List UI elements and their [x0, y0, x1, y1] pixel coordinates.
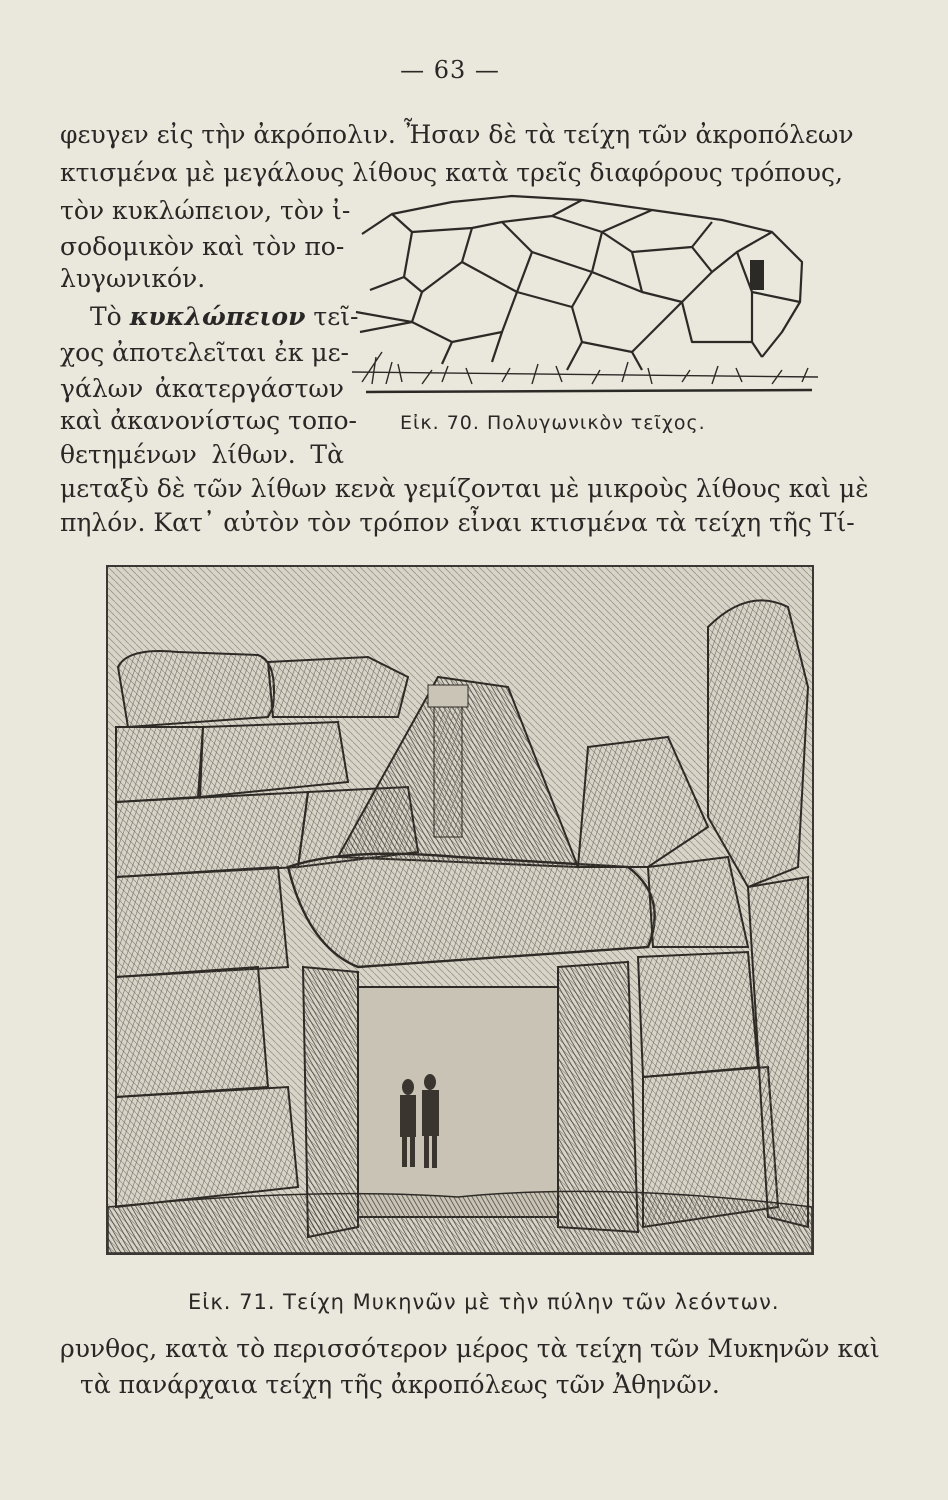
text-line-13: ρυνθος, κατὰ τὸ περισσότερον μέρος τὰ τείχη τῶν Μυκηνῶν καὶ: [60, 1334, 880, 1363]
wall-opening-mark: [750, 260, 764, 290]
text-line-11: μεταξὺ δὲ τῶν λίθων κενὰ γεμίζονται μὲ μικροὺς λίθους καὶ μὲ: [60, 474, 869, 503]
page-number: — 63 —: [400, 56, 500, 84]
text-line-9: καὶ ἀκανονίστως τοπο-: [60, 406, 357, 435]
text-line-14: τὰ πανάρχαια τείχη τῆς ἀκροπόλεως τῶν Ἀθηνῶν.: [80, 1370, 720, 1399]
text-line-7: χος ἀποτελεῖται ἐκ με-: [60, 338, 349, 367]
text-line-12: πηλόν. Κατ᾽ αὐτὸν τὸν τρόπον εἶναι κτισμένα τὰ τείχη τῆς Τί-: [60, 508, 855, 537]
figure-71-caption: Εἰκ. 71. Τείχη Μυκηνῶν μὲ τὴν πύλην τῶν λεόντων.: [188, 1290, 780, 1314]
gate-opening: [358, 987, 558, 1217]
text-line-1: φευγεν εἰς τὴν ἀκρόπολιν. Ἦσαν δὲ τὰ τείχη τῶν ἀκροπόλεων: [60, 120, 854, 149]
text-line-2: κτισμένα μὲ μεγάλους λίθους κατὰ τρεῖς διαφόρους τρόπους,: [60, 158, 843, 187]
text-line-6-end: τεῖ-: [305, 302, 359, 331]
lintel-stone: [288, 854, 655, 967]
text-line-6-start: Τὸ: [90, 302, 130, 331]
text-line-3: τὸν κυκλώπειον, τὸν ἰ-: [60, 196, 351, 225]
figure-70-caption: Εἰκ. 70. Πολυγωνικὸν τεῖχος.: [400, 412, 706, 434]
lion-gate-engraving: [106, 565, 814, 1255]
text-line-8: γάλων ἀκατεργάστων: [60, 374, 344, 403]
engraving-drawing: [108, 567, 812, 1253]
polygonal-wall-illustration: [352, 192, 818, 407]
text-line-4: σοδομικὸν καὶ τὸν πο-: [60, 232, 345, 261]
text-line-6: [60, 302, 359, 332]
text-line-5: λυγωνικόν.: [60, 264, 206, 293]
term-kyklopeion: κυκλώπειον: [129, 302, 306, 331]
text-line-10: θετημένων λίθων. Τὰ: [60, 440, 344, 469]
